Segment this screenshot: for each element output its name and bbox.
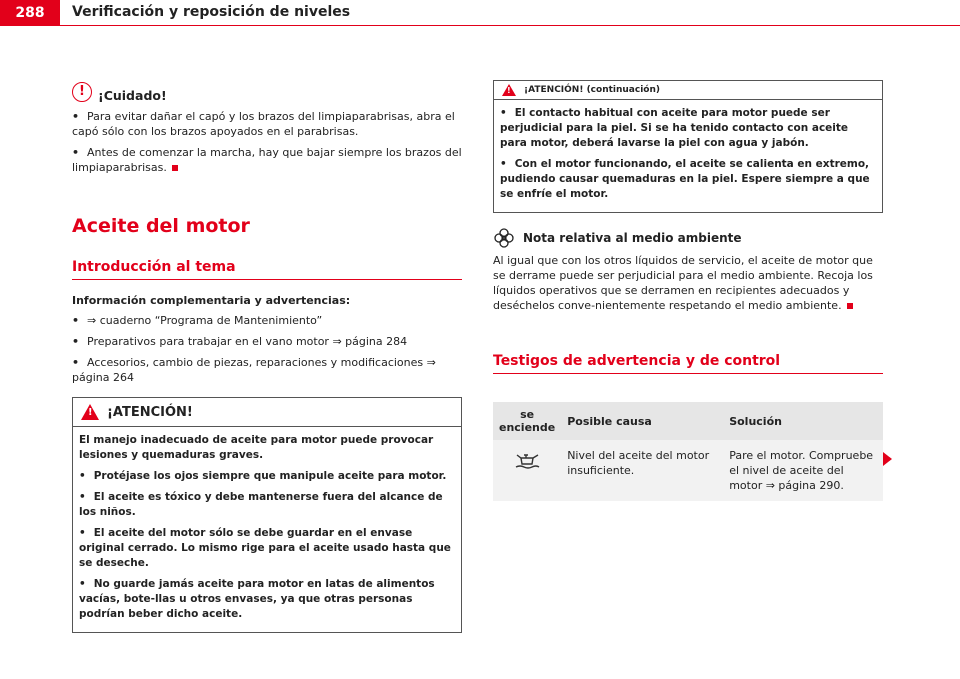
warning-cont-body <box>494 100 882 212</box>
warning-body <box>73 427 461 632</box>
caution-icon: ! <box>72 82 92 102</box>
page-header <box>0 0 960 28</box>
column-header: se enciende <box>493 402 561 440</box>
environment-text: Al igual que con los otros líquidos de servicio, el aceite de motor que se derrame puede ser perjudicial para el medio ambiente. Recoja los líquidos operativos que se derramen en recipientes adecuados y deséchelos conve-nientemente respetando el medio ambiente. <box>493 254 873 312</box>
warning-title: ¡ATENCIÓN! <box>107 404 193 420</box>
right-column <box>493 80 883 501</box>
warning-item: • Protéjase los ojos siempre que manipule aceite para motor. <box>79 470 447 482</box>
warning-triangle-icon <box>502 84 516 96</box>
warning-cont-title: ¡ATENCIÓN! (continuación) <box>524 85 661 95</box>
warning-cont-header <box>494 81 882 100</box>
oil-can-icon <box>513 448 541 470</box>
next-page-arrow-icon <box>883 452 892 466</box>
column-header: Posible causa <box>561 402 723 440</box>
warning-item: • No guarde jamás aceite para motor en latas de alimentos vacías, bote-llas u otros envases, ya que otras personas podrían beber dicho aceite. <box>79 578 435 620</box>
header-rule <box>60 25 960 26</box>
ref-item[interactable]: • Preparativos para trabajar en el vano motor ⇒ página 284 <box>72 335 408 348</box>
end-marker-icon <box>172 165 178 171</box>
warning-box <box>72 397 462 633</box>
ref-item[interactable]: • ⇒ cuaderno “Programa de Mantenimiento” <box>72 314 323 327</box>
page-number: 288 <box>0 0 60 26</box>
flower-icon <box>493 227 515 249</box>
warning-cont-box <box>493 80 883 213</box>
page-title: Verificación y reposición de niveles <box>72 4 351 20</box>
warning-item: • El aceite es tóxico y debe mantenerse fuera del alcance de los niños. <box>79 491 443 518</box>
cause-cell: Nivel del aceite del motor insuficiente. <box>561 440 723 501</box>
environment-title: Nota relativa al medio ambiente <box>523 231 742 245</box>
caution-header <box>72 80 462 103</box>
table-row <box>493 440 883 501</box>
solution-cell[interactable]: Pare el motor. Compruebe el nivel de aceite del motor ⇒ página 290. <box>723 440 883 501</box>
left-column <box>72 80 462 633</box>
environment-header <box>493 227 883 249</box>
warning-item: • Con el motor funcionando, el aceite se calienta en extremo, pudiendo causar quemaduras en la piel. Espere siempre a que se enfríe el motor. <box>500 158 870 200</box>
column-header: Solución <box>723 402 883 440</box>
caution-item: • Para evitar dañar el capó y los brazos del limpiaparabrisas, abra el capó sólo con los brazos apoyados en el parabrisas. <box>72 110 455 138</box>
lamps-title: Testigos de advertencia y de control <box>493 353 883 374</box>
section-subtitle: Introducción al tema <box>72 259 462 280</box>
section-title: Aceite del motor <box>72 215 250 237</box>
end-marker-icon <box>847 303 853 309</box>
info-label: Información complementaria y advertencias: <box>72 294 351 307</box>
caution-item: • Antes de comenzar la marcha, hay que bajar siempre los brazos del limpiaparabrisas. <box>72 146 462 174</box>
ref-item[interactable]: • Accesorios, cambio de piezas, reparaciones y modificaciones ⇒ página 264 <box>72 356 436 384</box>
warning-triangle-icon <box>81 404 99 420</box>
warning-header <box>73 398 461 427</box>
warning-intro: El manejo inadecuado de aceite para motor puede provocar lesiones y quemaduras graves. <box>79 434 434 461</box>
caution-title: ¡Cuidado! <box>98 88 167 103</box>
warning-item: • El aceite del motor sólo se debe guardar en el envase original cerrado. Lo mismo rige para el aceite usado hasta que se deseche. <box>79 527 451 569</box>
lamp-cell <box>493 440 561 501</box>
lamps-table <box>493 402 883 501</box>
warning-item: • El contacto habitual con aceite para motor puede ser perjudicial para la piel. Si se ha tenido contacto con aceite para motor, deberá lavarse la piel con agua y jabón. <box>500 107 849 149</box>
